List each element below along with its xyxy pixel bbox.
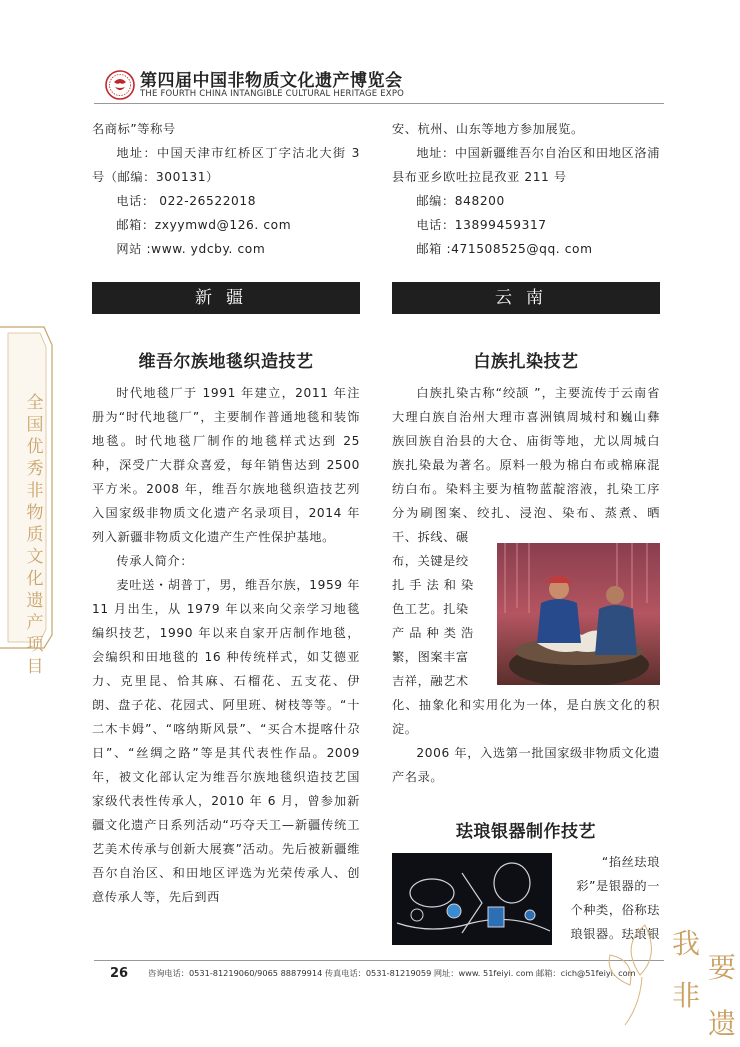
left-phone: 电话： 022-26522018 bbox=[116, 194, 257, 208]
expo-logo-icon bbox=[105, 70, 135, 100]
wrap-line: 色工艺。扎染 bbox=[392, 602, 469, 616]
deco-char-1: 我 bbox=[672, 927, 701, 960]
left-column-body bbox=[92, 381, 360, 909]
wrap-line: 产 品 种 类 浩 bbox=[392, 626, 474, 640]
right-top-line: 安、杭州、山东等地方参加展览。 bbox=[392, 122, 584, 136]
section-heading-enamel-silver: 珐琅银器制作技艺 bbox=[456, 822, 596, 842]
region-bar-yunnan: 云南 bbox=[392, 282, 660, 314]
tie-dye-para-1-text: 白族扎染古称“绞颉 ”，主要流传于云南省大理白族自治州大理市喜洲镇周城村和巍山彝族回族自治县的大仓、庙街等地，尤以周城白族扎染最为著名。原料一般为棉白布或棉麻混纺白布。染料主要为植物蓝靛溶液，扎染工序分为刷图案、绞扎、浸泡、染布、蒸煮、晒干、拆线、碾 bbox=[392, 386, 660, 544]
region-bar-xinjiang: 新疆 bbox=[92, 282, 360, 314]
carpet-para-3: 麦吐送・胡普丁，男，维吾尔族，1959 年 11 月出生，从 1979 年以来向父亲学习地毯编织技艺，1990 年以来自家开店制作地毯，会编织和田地毯的 16 种传统样式，如艾德亚力、克里昆、恰其麻、石榴花、五支花、伊朗、盘子花、花园式、阿里班、树枝等等。“十二木卡姆”、“喀纳斯风景”、“买合木提喀什尕日”、“丝绸之路”等是其代表性作品。2009 年，被文化部认定为维吾尔族地毯织造技艺国家级代表性传承人，2010 年 6 月，曾参加新疆文化遗产日系列活动“巧夺天工—新疆传统工艺美术传承与创新大展赛”活动。先后被新疆维吾尔自治区、和田地区评选为光荣传承人、创意传承人等，先后到西 bbox=[92, 578, 360, 904]
tie-dye-para-end bbox=[392, 693, 660, 789]
left-address: 地址：中国天津市红桥区丁字沽北大街 3 号（邮编：300131） bbox=[92, 146, 360, 184]
deco-char-4: 遗 bbox=[708, 1007, 737, 1040]
wrap-line: 布，关键是绞 bbox=[392, 554, 469, 568]
expo-title-cn: 第四届中国非物质文化遗产博览会 bbox=[140, 71, 403, 91]
tie-dye-para-1-end: 化、抽象化和实用化为一体，是白族文化的积淀。 bbox=[392, 698, 660, 736]
section-heading-carpet: 维吾尔族地毯织造技艺 bbox=[138, 352, 314, 372]
carpet-para-1: 时代地毯厂于 1991 年建立，2011 年注册为“时代地毯厂”，主要制作普通地毯和装饰地毯。时代地毯厂制作的地毯样式达到 25 种，深受广大群众喜爱，每年销售达到 2500 平方米。2008 年，维吾尔族地毯织造技艺列入国家级非物质文化遗产名录项目，2014 年列入新疆非物质文化遗产生产性保护基地。 bbox=[92, 386, 360, 544]
right-phone: 电话：13899459317 bbox=[416, 218, 547, 232]
wrap-line: 彩”是银器的一 bbox=[576, 879, 660, 893]
wrap-line: 扎 手 法 和 染 bbox=[392, 578, 474, 592]
wrap-line: “掐丝珐琅 bbox=[601, 855, 660, 869]
side-tab-label: 全国优秀非物质文化遗产项目 bbox=[26, 393, 44, 677]
wrap-line: 繁，图案丰富 bbox=[392, 650, 469, 664]
enamel-silverware-photo bbox=[392, 853, 552, 945]
right-email: 邮箱 :471508525@qq. com bbox=[416, 242, 593, 256]
footer-divider bbox=[94, 960, 664, 961]
header-divider bbox=[94, 103, 664, 104]
carpet-para-2: 传承人简介： bbox=[116, 554, 194, 568]
left-column-top bbox=[92, 117, 360, 261]
wrap-line: 琅银器。珐琅银 bbox=[570, 927, 660, 941]
i-want-heritage-logo bbox=[600, 905, 740, 1047]
tie-dye-para-2: 2006 年，入选第一批国家级非物质文化遗产名录。 bbox=[392, 746, 660, 784]
page-number: 26 bbox=[110, 966, 129, 981]
right-column-top bbox=[392, 117, 660, 261]
left-email: 邮箱：zxyymwd@126. com bbox=[116, 218, 292, 232]
wrap-line: 个种类，俗称珐 bbox=[570, 903, 660, 917]
footer-contact: 咨询电话：0531-81219060/9065 88879914 传真电话：0531-81219059 网址：www. 51feiyi. com 邮箱：cich@51feiyi. com bbox=[148, 968, 636, 978]
left-top-line: 名商标”等称号 bbox=[92, 122, 176, 136]
deco-char-2: 要 bbox=[708, 951, 737, 984]
tie-dye-photo bbox=[497, 543, 660, 685]
right-address: 地址：中国新疆维吾尔自治区和田地区洛浦县布亚乡欧吐拉昆孜亚 211 号 bbox=[392, 146, 660, 184]
wrap-line: 吉祥，融艺术 bbox=[392, 674, 469, 688]
left-website: 网站 :www. ydcby. com bbox=[116, 242, 266, 256]
expo-title-en: THE FOURTH CHINA INTANGIBLE CULTURAL HERITAGE EXPO bbox=[140, 89, 405, 99]
tie-dye-wrap-text bbox=[392, 549, 492, 693]
right-postcode: 邮编：848200 bbox=[416, 194, 505, 208]
deco-char-3: 非 bbox=[672, 979, 701, 1012]
tie-dye-para-1 bbox=[392, 381, 660, 549]
section-heading-tie-dye: 白族扎染技艺 bbox=[473, 352, 579, 372]
